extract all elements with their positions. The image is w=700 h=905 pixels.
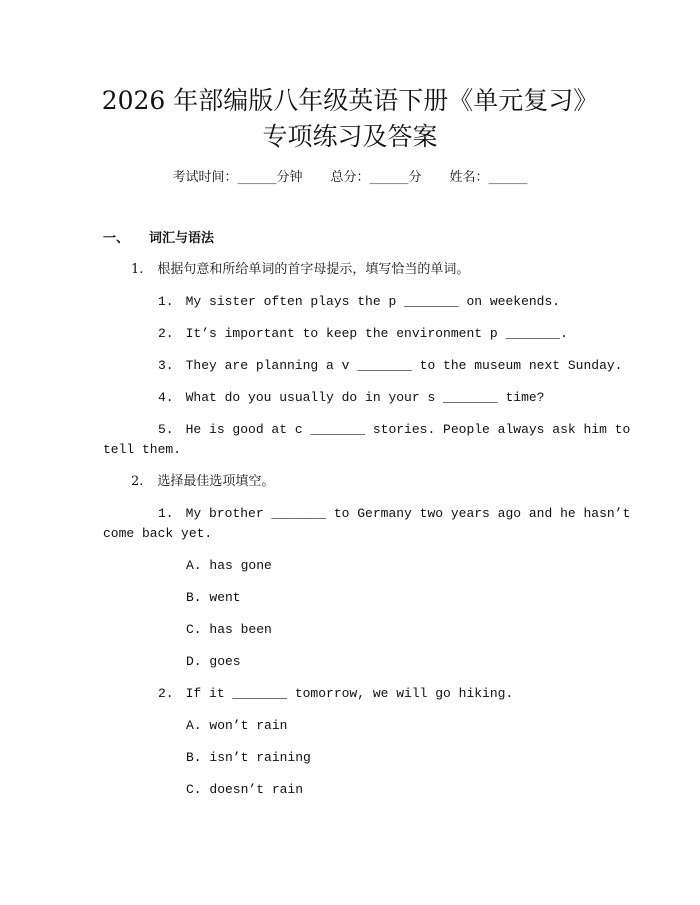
answer-option: A. won’t rain [186,718,288,733]
item-text: My sister often plays the p _______ on weekends. [185,294,561,309]
item-number: 5. [158,422,174,437]
item-number: 2. [158,686,174,701]
item-text: He is good at c _______ stories. People always ask him to [185,422,631,437]
list-item [158,356,622,376]
list-item-continuation: tell them. [103,442,182,457]
answer-option: A. has gone [186,558,272,573]
list-item [158,324,568,344]
question-1-instruction [131,260,469,280]
answer-option: B. went [186,590,241,605]
section-heading [103,229,214,249]
list-item [158,388,544,408]
answer-option: C. doesn’t rain [186,782,304,797]
item-text: It’s important to keep the environment p _______. [185,326,568,341]
document-title-line-1: 2026 年部编版八年级英语下册《单元复习》 [101,86,599,115]
total-score-label: 总分：______分 [330,170,422,185]
item-text: They are planning a v _______ to the museum next Sunday. [185,358,623,373]
document-title-line-2: 专项练习及答案 [262,122,438,151]
exam-time-label: 考试时间：______分钟 [172,170,303,185]
instruction-text: 根据句意和所给单词的首字母提示，填写恰当的单词。 [157,262,470,277]
item-number: 2. [158,326,174,341]
list-item [158,684,513,704]
question-2-instruction [131,472,274,492]
exam-info [0,168,700,188]
item-number: 1. [158,294,174,309]
answer-option: D. goes [186,654,241,669]
item-text: What do you usually do in your s _______ time? [185,390,545,405]
question-number: 1. [131,262,144,277]
item-number: 3. [158,358,174,373]
instruction-text: 选择最佳选项填空。 [157,474,275,489]
section-number: 一、 [103,231,130,246]
item-text: If it _______ tomorrow, we will go hiking. [185,686,514,701]
list-item [158,292,560,312]
answer-option: C. has been [186,622,272,637]
item-number: 4. [158,390,174,405]
item-number: 1. [158,506,174,521]
section-title: 词汇与语法 [149,231,215,246]
list-item [158,420,630,440]
answer-option: B. isn’t raining [186,750,311,765]
list-item [158,504,630,524]
item-text: My brother _______ to Germany two years ago and he hasn’t [185,506,631,521]
student-name-label: 姓名：______ [449,170,528,185]
question-number: 2. [131,474,144,489]
list-item-continuation: come back yet. [103,526,213,541]
